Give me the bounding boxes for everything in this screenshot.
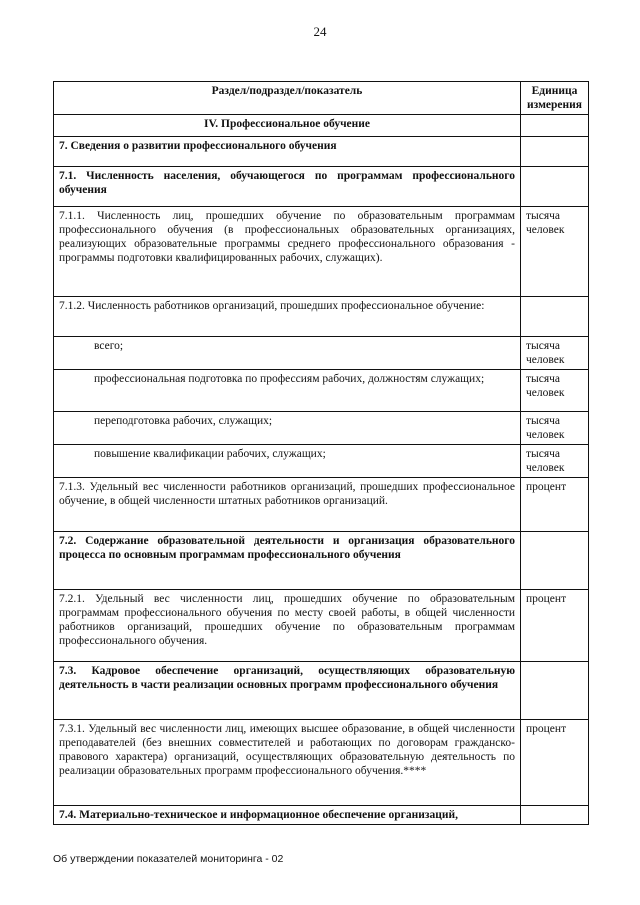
unit-cell — [521, 115, 589, 137]
indicator-subitem: профессиональная подготовка по профессиям рабочих, должностям служащих; — [54, 370, 521, 412]
section-title: IV. Профессиональное обучение — [54, 115, 521, 137]
indicator-title: 7.3. Кадровое обеспечение организаций, осуществляющих образовательную деятельность в части реализации основных программ профессионального обучения — [54, 662, 521, 720]
unit-cell — [521, 167, 589, 207]
unit-cell: процент — [521, 478, 589, 532]
table-row — [54, 478, 589, 532]
indicator-text: 7.1.1. Численность лиц, прошедших обучение по образовательным программам профессионального обучения (в профессиональных образовательных организациях, реализующих образовательные программы среднего профессионального образования - программы подготовки квалифицированных рабочих, служащих). — [54, 207, 521, 297]
indicator-subitem: повышение квалификации рабочих, служащих; — [54, 445, 521, 478]
unit-cell — [521, 532, 589, 590]
table-row — [54, 207, 589, 297]
table-row — [54, 412, 589, 445]
table-row — [54, 445, 589, 478]
unit-cell — [521, 297, 589, 337]
indicator-title: 7.2. Содержание образовательной деятельности и организация образовательного процесса по основным программам профессионального обучения — [54, 532, 521, 590]
indicator-subitem: переподготовка рабочих, служащих; — [54, 412, 521, 445]
table-row — [54, 720, 589, 806]
unit-cell: тысяча человек — [521, 445, 589, 478]
table-row — [54, 167, 589, 207]
footer-text: Об утверждении показателей мониторинга - 02 — [53, 853, 284, 865]
subsection-title: 7. Сведения о развитии профессионального обучения — [54, 137, 521, 167]
table-row — [54, 137, 589, 167]
indicator-title: 7.4. Материально-техническое и информационное обеспечение организаций, — [54, 806, 521, 825]
indicator-text: 7.1.3. Удельный вес численности работников организаций, прошедших профессиональное обучение, в общей численности штатных работников организаций. — [54, 478, 521, 532]
unit-cell: тысяча человек — [521, 207, 589, 297]
table-row — [54, 806, 589, 825]
table-row — [54, 370, 589, 412]
unit-cell — [521, 137, 589, 167]
unit-cell: тысяча человек — [521, 370, 589, 412]
unit-cell — [521, 806, 589, 825]
unit-cell: тысяча человек — [521, 337, 589, 370]
table-row — [54, 297, 589, 337]
indicators-table — [53, 81, 589, 825]
unit-cell: процент — [521, 720, 589, 806]
table-header-row — [54, 82, 589, 115]
indicator-text: 7.1.2. Численность работников организаций, прошедших профессиональное обучение: — [54, 297, 521, 337]
indicator-title: 7.1. Численность населения, обучающегося по программам профессионального обучения — [54, 167, 521, 207]
unit-cell: процент — [521, 590, 589, 662]
indicator-text: 7.3.1. Удельный вес численности лиц, имеющих высшее образование, в общей численности преподавателей (без внешних совместителей и работающих по договорам гражданско-правового характера) организаций, осуществляющих образовательную деятельность по реализации образовательных программ профессионального обучения.**** — [54, 720, 521, 806]
indicator-text: 7.2.1. Удельный вес численности лиц, прошедших обучение по образовательным программам профессионального обучения по месту своей работы, в общей численности работников организаций, прошедших обучение по образовательным программам профессионального обучения. — [54, 590, 521, 662]
header-indicator: Раздел/подраздел/показатель — [54, 82, 521, 115]
table-row — [54, 115, 589, 137]
table-row — [54, 337, 589, 370]
page-number: 24 — [313, 24, 327, 39]
table-row — [54, 532, 589, 590]
table-row — [54, 590, 589, 662]
unit-cell: тысяча человек — [521, 412, 589, 445]
unit-cell — [521, 662, 589, 720]
indicator-subitem: всего; — [54, 337, 521, 370]
header-unit: Единица измерения — [521, 82, 589, 115]
table-row — [54, 662, 589, 720]
